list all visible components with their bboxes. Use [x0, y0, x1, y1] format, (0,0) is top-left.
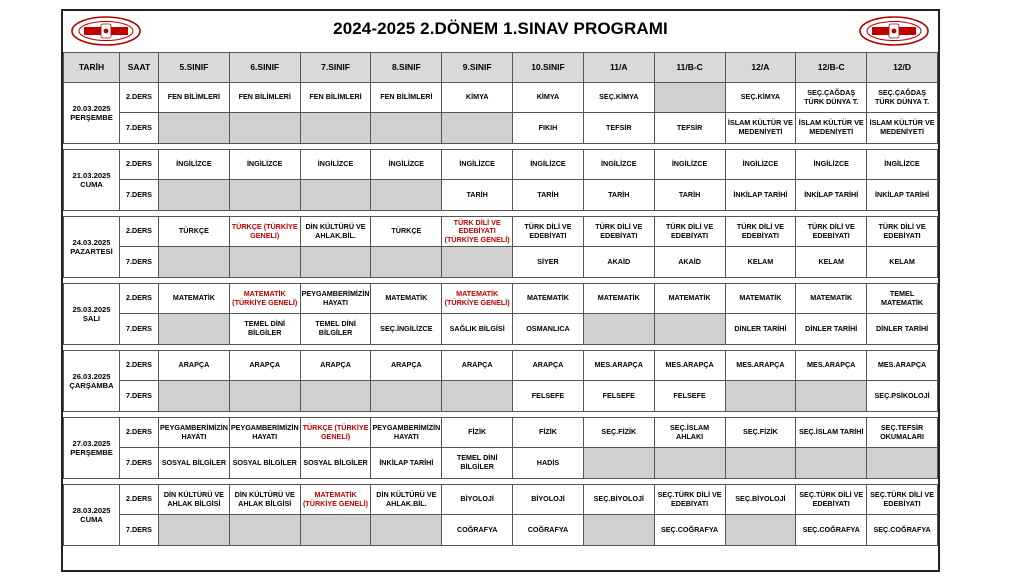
exam-cell: ARAPÇA — [513, 351, 584, 381]
exam-cell: BİYOLOJİ — [513, 485, 584, 515]
exam-cell: KİMYA — [442, 83, 513, 113]
exam-cell: TEMEL MATEMATİK — [867, 284, 938, 314]
exam-cell: MES.ARAPÇA — [725, 351, 796, 381]
empty-cell — [725, 381, 796, 412]
empty-cell — [654, 448, 725, 479]
exam-cell: BİYOLOJİ — [442, 485, 513, 515]
exam-cell: TÜRKÇE — [159, 217, 230, 247]
column-header: 12/D — [867, 53, 938, 83]
exam-cell: SEÇ.TÜRK DİLİ VE EDEBİYATI — [654, 485, 725, 515]
period-cell: 2.DERS — [120, 83, 159, 113]
exam-cell: SOSYAL BİLGİLER — [300, 448, 371, 479]
empty-cell — [583, 314, 654, 345]
day-name: PERŞEMBE — [70, 113, 113, 122]
empty-cell — [442, 113, 513, 144]
exam-cell: DİN KÜLTÜRÜ VE AHLAK.BİL. — [371, 485, 442, 515]
empty-cell — [159, 180, 230, 211]
exam-cell: DİNLER TARİHİ — [796, 314, 867, 345]
exam-cell: KELAM — [867, 247, 938, 278]
date-cell — [64, 485, 120, 546]
column-header: 12/B-C — [796, 53, 867, 83]
exam-cell: KELAM — [796, 247, 867, 278]
column-header: 5.SINIF — [159, 53, 230, 83]
date-cell — [64, 217, 120, 278]
exam-cell: FELSEFE — [583, 381, 654, 412]
empty-cell — [654, 314, 725, 345]
empty-cell — [867, 448, 938, 479]
exam-cell: TÜRK DİLİ VE EDEBİYATI — [867, 217, 938, 247]
exam-cell: SEÇ.KİMYA — [725, 83, 796, 113]
exam-cell: ARAPÇA — [300, 351, 371, 381]
table-row — [64, 217, 938, 247]
exam-cell: İNGİLİZCE — [513, 150, 584, 180]
exam-cell: İNKİLAP TARİHİ — [725, 180, 796, 211]
date-cell — [64, 284, 120, 345]
table-row — [64, 247, 938, 278]
exam-cell: SEÇ.COĞRAFYA — [796, 515, 867, 546]
date-text: 25.03.2025 — [72, 304, 111, 314]
exam-cell: İNKİLAP TARİHİ — [371, 448, 442, 479]
exam-cell: MATEMATİK — [654, 284, 725, 314]
period-cell: 2.DERS — [120, 150, 159, 180]
table-row — [64, 515, 938, 546]
exam-cell: İNGİLİZCE — [371, 150, 442, 180]
table-row — [64, 381, 938, 412]
exam-cell: DİNLER TARİHİ — [867, 314, 938, 345]
exam-cell: TEFSİR — [583, 113, 654, 144]
date-cell — [64, 418, 120, 479]
exam-cell: SEÇ.FİZİK — [583, 418, 654, 448]
column-header: 11/B-C — [654, 53, 725, 83]
exam-cell: FİZİK — [442, 418, 513, 448]
exam-cell: MATEMATİK — [796, 284, 867, 314]
exam-cell: FELSEFE — [513, 381, 584, 412]
empty-cell — [300, 180, 371, 211]
period-cell: 7.DERS — [120, 515, 159, 546]
empty-cell — [725, 515, 796, 546]
table-row — [64, 485, 938, 515]
empty-cell — [371, 113, 442, 144]
exam-cell: COĞRAFYA — [513, 515, 584, 546]
exam-cell: TÜRK DİLİ VE EDEBİYATI (TÜRKİYE GENELİ) — [442, 217, 513, 247]
exam-cell: FEN BİLİMLERİ — [229, 83, 300, 113]
exam-cell: MATEMATİK — [725, 284, 796, 314]
date-cell — [64, 150, 120, 211]
table-row — [64, 180, 938, 211]
table-row — [64, 83, 938, 113]
exam-cell: SEÇ.COĞRAFYA — [867, 515, 938, 546]
exam-cell: KELAM — [725, 247, 796, 278]
exam-cell: FİZİK — [513, 418, 584, 448]
exam-cell: TÜRK DİLİ VE EDEBİYATI — [654, 217, 725, 247]
empty-cell — [583, 515, 654, 546]
exam-cell: SEÇ.TÜRK DİLİ VE EDEBİYATI — [867, 485, 938, 515]
exam-cell: TEMEL DİNİ BİLGİLER — [300, 314, 371, 345]
exam-cell: İNGİLİZCE — [229, 150, 300, 180]
exam-cell: AKAİD — [583, 247, 654, 278]
exam-cell: TARİH — [442, 180, 513, 211]
period-cell: 7.DERS — [120, 113, 159, 144]
date-cell — [64, 351, 120, 412]
period-cell: 2.DERS — [120, 217, 159, 247]
column-header: SAAT — [120, 53, 159, 83]
exam-cell: İNGİLİZCE — [867, 150, 938, 180]
exam-cell: ARAPÇA — [442, 351, 513, 381]
column-header: 12/A — [725, 53, 796, 83]
table-row — [64, 418, 938, 448]
table-row — [64, 448, 938, 479]
period-cell: 2.DERS — [120, 418, 159, 448]
exam-cell: TEMEL DİNİ BİLGİLER — [442, 448, 513, 479]
empty-cell — [300, 381, 371, 412]
exam-cell: İNGİLİZCE — [725, 150, 796, 180]
exam-cell: PEYGAMBERİMİZİN HAYATI — [300, 284, 371, 314]
period-cell: 2.DERS — [120, 485, 159, 515]
empty-cell — [442, 247, 513, 278]
exam-cell: İNGİLİZCE — [796, 150, 867, 180]
exam-cell: TÜRK DİLİ VE EDEBİYATI — [513, 217, 584, 247]
exam-cell: İNGİLİZCE — [442, 150, 513, 180]
exam-cell: İNGİLİZCE — [159, 150, 230, 180]
empty-cell — [159, 247, 230, 278]
exam-cell: MATEMATİK (TÜRKİYE GENELİ) — [442, 284, 513, 314]
day-name: SALI — [82, 314, 101, 323]
exam-cell: İNGİLİZCE — [583, 150, 654, 180]
exam-cell: MATEMATİK — [159, 284, 230, 314]
exam-cell: TARİH — [654, 180, 725, 211]
empty-cell — [796, 381, 867, 412]
exam-cell: SEÇ.COĞRAFYA — [654, 515, 725, 546]
exam-cell: DİN KÜLTÜRÜ VE AHLAK.BİL. — [300, 217, 371, 247]
exam-cell: DİN KÜLTÜRÜ VE AHLAK BİLGİSİ — [159, 485, 230, 515]
empty-cell — [583, 448, 654, 479]
day-name: CUMA — [80, 515, 103, 524]
table-row — [64, 113, 938, 144]
empty-cell — [229, 113, 300, 144]
school-logo-right — [858, 15, 930, 47]
empty-cell — [229, 515, 300, 546]
empty-cell — [371, 180, 442, 211]
date-text: 26.03.2025 — [72, 371, 111, 381]
empty-cell — [371, 515, 442, 546]
empty-cell — [442, 381, 513, 412]
empty-cell — [300, 515, 371, 546]
empty-cell — [300, 113, 371, 144]
day-name: PERŞEMBE — [70, 448, 113, 457]
exam-cell: SEÇ.İSLAM AHLAKI — [654, 418, 725, 448]
period-cell: 7.DERS — [120, 247, 159, 278]
exam-cell: FEN BİLİMLERİ — [371, 83, 442, 113]
column-header: TARİH — [64, 53, 120, 83]
column-header: 8.SINIF — [371, 53, 442, 83]
exam-cell: FIKIH — [513, 113, 584, 144]
period-cell: 7.DERS — [120, 381, 159, 412]
exam-cell: ARAPÇA — [229, 351, 300, 381]
header-row — [64, 53, 938, 83]
exam-cell: DİN KÜLTÜRÜ VE AHLAK BİLGİSİ — [229, 485, 300, 515]
exam-cell: DİNLER TARİHİ — [725, 314, 796, 345]
exam-cell: PEYGAMBERİMİZİN HAYATI — [371, 418, 442, 448]
day-name: CUMA — [80, 180, 103, 189]
column-header: 9.SINIF — [442, 53, 513, 83]
exam-cell: MATEMATİK — [513, 284, 584, 314]
date-text: 28.03.2025 — [72, 505, 111, 515]
exam-cell: İSLAM KÜLTÜR VE MEDENİYETİ — [867, 113, 938, 144]
exam-cell: TARİH — [513, 180, 584, 211]
empty-cell — [371, 247, 442, 278]
exam-cell: SEÇ.TÜRK DİLİ VE EDEBİYATI — [796, 485, 867, 515]
exam-cell: SOSYAL BİLGİLER — [159, 448, 230, 479]
title-bar — [63, 11, 938, 53]
exam-cell: FEN BİLİMLERİ — [300, 83, 371, 113]
date-text: 27.03.2025 — [72, 438, 111, 448]
exam-cell: SEÇ.PSİKOLOJİ — [867, 381, 938, 412]
date-text: 24.03.2025 — [72, 237, 111, 247]
empty-cell — [371, 381, 442, 412]
exam-cell: İSLAM KÜLTÜR VE MEDENİYETİ — [725, 113, 796, 144]
exam-cell: SEÇ.İNGİLİZCE — [371, 314, 442, 345]
exam-cell: MATEMATİK (TÜRKİYE GENELİ) — [300, 485, 371, 515]
period-cell: 7.DERS — [120, 314, 159, 345]
exam-cell: SEÇ.BİYOLOJİ — [583, 485, 654, 515]
exam-cell: AKAİD — [654, 247, 725, 278]
exam-cell: SOSYAL BİLGİLER — [229, 448, 300, 479]
exam-cell: SİYER — [513, 247, 584, 278]
empty-cell — [229, 247, 300, 278]
period-cell: 7.DERS — [120, 448, 159, 479]
exam-cell: SEÇ.İSLAM TARİHİ — [796, 418, 867, 448]
exam-cell: TÜRK DİLİ VE EDEBİYATI — [583, 217, 654, 247]
exam-cell: FEN BİLİMLERİ — [159, 83, 230, 113]
table-row — [64, 150, 938, 180]
table-row — [64, 284, 938, 314]
empty-cell — [229, 180, 300, 211]
exam-cell: TEFSİR — [654, 113, 725, 144]
empty-cell — [159, 113, 230, 144]
exam-cell: OSMANLICA — [513, 314, 584, 345]
exam-cell: TÜRK DİLİ VE EDEBİYATI — [725, 217, 796, 247]
exam-cell: MES.ARAPÇA — [867, 351, 938, 381]
exam-cell: SEÇ.FİZİK — [725, 418, 796, 448]
column-header: 6.SINIF — [229, 53, 300, 83]
period-cell: 2.DERS — [120, 284, 159, 314]
exam-cell: TEMEL DİNİ BİLGİLER — [229, 314, 300, 345]
date-text: 21.03.2025 — [72, 170, 111, 180]
empty-cell — [300, 247, 371, 278]
exam-cell: SEÇ.KİMYA — [583, 83, 654, 113]
column-header: 10.SINIF — [513, 53, 584, 83]
exam-cell: COĞRAFYA — [442, 515, 513, 546]
exam-cell: MATEMATİK (TÜRKİYE GENELİ) — [229, 284, 300, 314]
period-cell: 7.DERS — [120, 180, 159, 211]
exam-cell: SEÇ.TEFSİR OKUMALARI — [867, 418, 938, 448]
empty-cell — [796, 448, 867, 479]
exam-cell: PEYGAMBERİMİZİN HAYATI — [229, 418, 300, 448]
empty-cell — [159, 515, 230, 546]
exam-cell: ARAPÇA — [159, 351, 230, 381]
exam-cell: ARAPÇA — [371, 351, 442, 381]
exam-cell: TÜRKÇE (TÜRKİYE GENELİ) — [300, 418, 371, 448]
exam-cell: SEÇ.ÇAĞDAŞ TÜRK DÜNYA T. — [796, 83, 867, 113]
table-row — [64, 351, 938, 381]
exam-cell: TÜRK DİLİ VE EDEBİYATI — [796, 217, 867, 247]
exam-schedule-sheet — [61, 9, 940, 572]
empty-cell — [159, 314, 230, 345]
exam-cell: SAĞLIK BİLGİSİ — [442, 314, 513, 345]
exam-cell: İNGİLİZCE — [654, 150, 725, 180]
page-title: 2024-2025 2.DÖNEM 1.SINAV PROGRAMI — [333, 19, 668, 38]
period-cell: 2.DERS — [120, 351, 159, 381]
date-cell — [64, 83, 120, 144]
exam-cell: MATEMATİK — [371, 284, 442, 314]
exam-cell: MATEMATİK — [583, 284, 654, 314]
exam-cell: TÜRKÇE — [371, 217, 442, 247]
exam-cell: FELSEFE — [654, 381, 725, 412]
table-row — [64, 314, 938, 345]
empty-cell — [725, 448, 796, 479]
schedule-table — [63, 52, 938, 546]
exam-cell: İSLAM KÜLTÜR VE MEDENİYETİ — [796, 113, 867, 144]
day-name: PAZARTESİ — [70, 247, 113, 256]
column-header: 11/A — [583, 53, 654, 83]
exam-cell: SEÇ.BİYOLOJİ — [725, 485, 796, 515]
date-text: 20.03.2025 — [72, 103, 111, 113]
exam-cell: TARİH — [583, 180, 654, 211]
exam-cell: MES.ARAPÇA — [654, 351, 725, 381]
column-header: 7.SINIF — [300, 53, 371, 83]
empty-cell — [159, 381, 230, 412]
exam-cell: İNKİLAP TARİHİ — [867, 180, 938, 211]
day-name: ÇARŞAMBA — [69, 381, 114, 390]
empty-cell — [229, 381, 300, 412]
exam-cell: TÜRKÇE (TÜRKİYE GENELİ) — [229, 217, 300, 247]
exam-cell: KİMYA — [513, 83, 584, 113]
exam-cell: HADİS — [513, 448, 584, 479]
exam-cell: MES.ARAPÇA — [583, 351, 654, 381]
exam-cell: İNKİLAP TARİHİ — [796, 180, 867, 211]
exam-cell: İNGİLİZCE — [300, 150, 371, 180]
empty-cell — [654, 83, 725, 113]
exam-cell: PEYGAMBERİMİZİN HAYATI — [159, 418, 230, 448]
exam-cell: SEÇ.ÇAĞDAŞ TÜRK DÜNYA T. — [867, 83, 938, 113]
exam-cell: MES.ARAPÇA — [796, 351, 867, 381]
